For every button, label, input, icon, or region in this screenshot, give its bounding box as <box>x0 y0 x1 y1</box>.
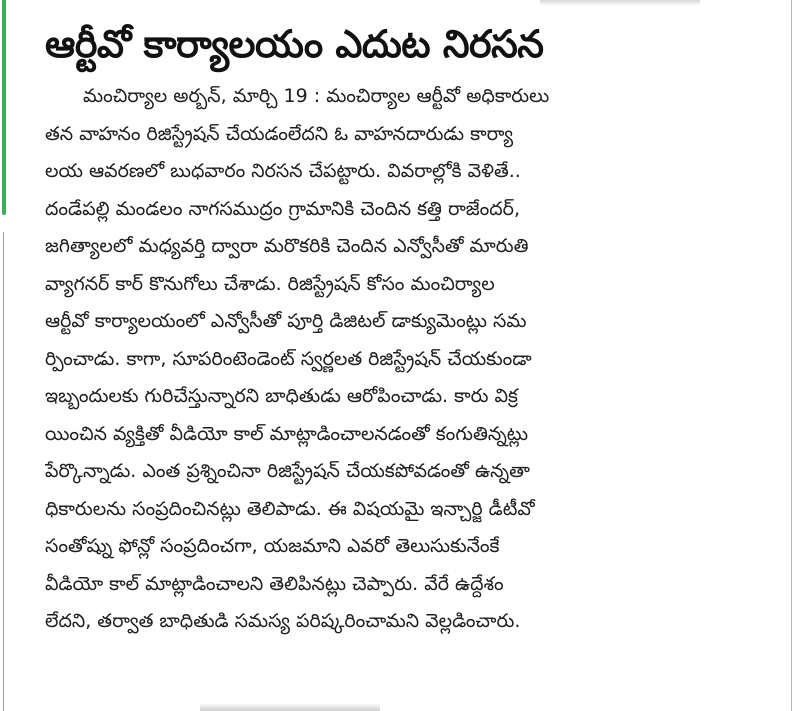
article-line: తన వాహనం రిజిస్ట్రేషన్ చేయడంలేదని ఓ వాహనదారుడు కార్యా <box>45 122 514 145</box>
clipped-previous-article-edge <box>540 0 700 6</box>
article-line: దండేపల్లి మండలం నాగసముద్రం గ్రామానికి చెందిన కత్తి రాజేందర్, <box>45 197 520 220</box>
article-line: ఇబ్బందులకు గురిచేస్తున్నారని బాధితుడు ఆరోపించాడు. కారు విక్ర <box>45 385 518 407</box>
article-line: లయ ఆవరణలో బుధవారం నిరసన చేపట్టారు. వివరాల్లోకి వెళితే.. <box>45 160 521 182</box>
article-line: పేర్కొన్నాడు. ఎంత ప్రశ్నించినా రిజిస్ట్రేషన్ చేయకపోవడంతో ఉన్నతా <box>45 460 530 482</box>
left-margin-strip <box>0 0 10 711</box>
article-line: లేదని, తర్వాత బాధితుడి సమస్య పరిష్కరించామని వెల్లడించారు. <box>45 610 521 632</box>
clipped-next-article-edge <box>200 703 380 711</box>
article-line: మంచిర్యాల అర్బన్, మార్చి 19 : మంచిర్యాల ఆర్టీవో అధికారులు <box>83 85 550 107</box>
article-line: ధికారులను సంప్రదించినట్లు తెలిపాడు. ఈ విషయమై ఇన్చార్జి డీటీవో <box>45 497 535 520</box>
article-body <box>45 78 760 641</box>
article-line: వ్యాగనర్ కార్ కొనుగోలు చేశాడు. రిజిస్ట్రేషన్ కోసం మంచిర్యాల <box>45 272 495 295</box>
article-line: యించిన వ్యక్తితో వీడియో కాల్ మాట్లాడించాలనడంతో కంగుతిన్నట్లు <box>45 422 529 445</box>
article-line: ర్పించాడు. కాగా, సూపరింటెండెంట్ స్వర్ణలత రిజిస్ట్రేషన్ చేయకుండా <box>45 347 532 370</box>
article-line: సంతోష్ను ఫోన్లో సంప్రదించగా, యజమాని ఎవరో తెలుసుకునేంకే <box>45 535 500 557</box>
article-line: ఆర్టీవో కార్యాలయంలో ఎన్వోసీతో పూర్తి డిజిటల్ డాక్యుమెంట్లు సమ <box>45 310 527 332</box>
article-headline: ఆర్టీవో కార్యాలయం ఎదుట నిరసన <box>45 22 544 66</box>
article-line: జగిత్యాలలో మధ్యవర్తి ద్వారా మరొకరికి చెందిన ఎన్వోసీతో మారుతి <box>45 235 529 257</box>
news-article <box>45 18 760 641</box>
green-column-rule <box>2 0 6 215</box>
grey-column-rule <box>3 232 4 711</box>
clipping-border <box>791 0 792 711</box>
article-line: వీడియో కాల్ మాట్లాడించాలని తెలిపినట్లు చెప్పారు. వేరే ఉద్దేశం <box>45 572 504 595</box>
